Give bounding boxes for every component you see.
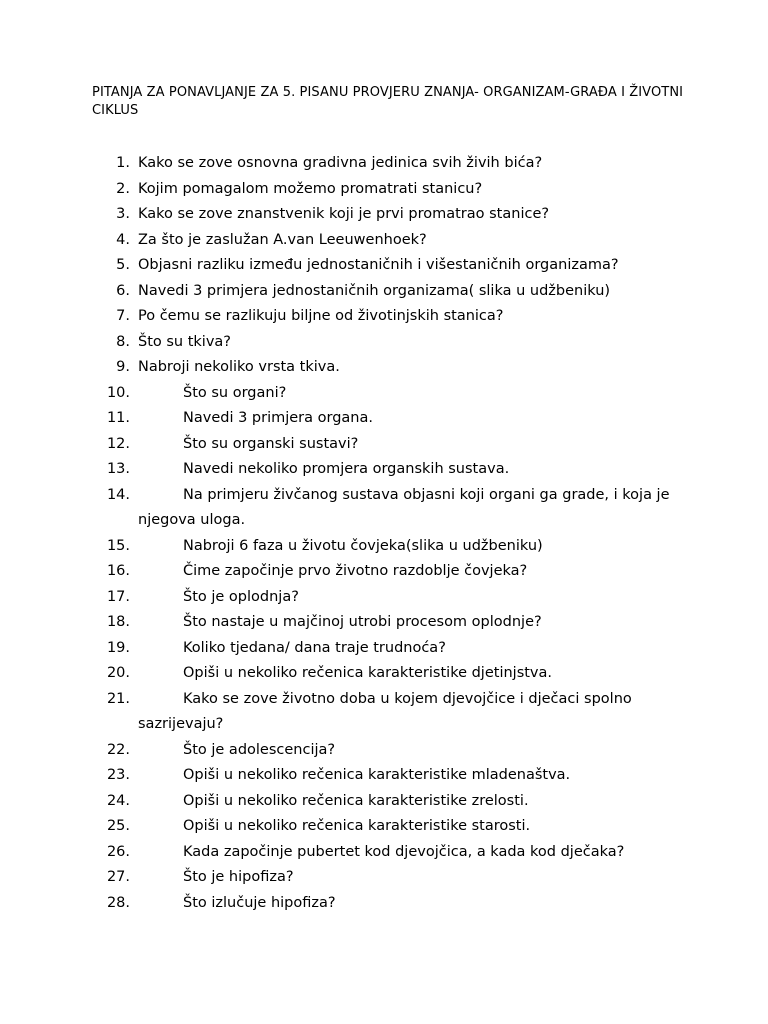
question-number: 2.: [116, 180, 130, 197]
question-text: Opiši u nekoliko rečenica karakteristike zrelosti.: [183, 792, 529, 809]
question-text: Što je adolescencija?: [183, 741, 336, 758]
question-text: Kako se zove znanstvenik koji je prvi promatrao stanice?: [138, 206, 550, 222]
question-text: Nabroji nekoliko vrsta tkiva.: [138, 359, 340, 375]
question-number: 17.: [106, 588, 130, 605]
question-item: [0, 330, 768, 356]
question-number: 16.: [106, 563, 130, 579]
question-item: [0, 891, 768, 917]
question-number: 13.: [106, 461, 130, 477]
question-item: [0, 840, 768, 866]
question-number: 20.: [106, 665, 130, 681]
question-number: 7.: [116, 308, 130, 324]
question-text: Na primjeru živčanog sustava objasni koji organi ga grade, i koja je njegova uloga.: [138, 486, 670, 528]
question-text: Koliko tjedana/ dana traje trudnoća?: [183, 639, 446, 656]
question-list: [0, 151, 768, 916]
question-item: [0, 228, 768, 254]
question-text: Opiši u nekoliko rečenica karakteristike djetinjstva.: [183, 665, 553, 681]
question-number: 1.: [116, 155, 130, 171]
question-number: 25.: [106, 818, 130, 834]
question-number: 21.: [106, 690, 130, 707]
question-number: 8.: [116, 333, 130, 350]
question-item: [0, 279, 768, 305]
question-text: Kojim pomagalom možemo promatrati stanicu?: [138, 180, 483, 197]
question-text: Objasni razliku između jednostaničnih i višestaničnih organizama?: [138, 257, 619, 273]
question-text: Kako se zove osnovna gradivna jedinica svih živih bića?: [138, 155, 543, 171]
question-item: [0, 534, 768, 560]
question-item: [0, 814, 768, 840]
question-number: 15.: [106, 537, 130, 554]
question-item: [0, 738, 768, 764]
question-item: [0, 202, 768, 228]
question-number: 10.: [106, 384, 130, 401]
question-text: Što je hipofiza?: [183, 869, 294, 885]
question-text: Što je oplodnja?: [183, 588, 299, 605]
question-item: [0, 381, 768, 407]
question-item: [0, 304, 768, 330]
question-item: [0, 865, 768, 891]
question-number: 5.: [116, 257, 130, 273]
question-text: Navedi 3 primjera organa.: [183, 410, 373, 426]
question-item: [0, 636, 768, 662]
question-text: Čime započinje prvo životno razdoblje čovjeka?: [183, 563, 528, 579]
question-number: 27.: [106, 869, 130, 885]
page-title: PITANJA ZA PONAVLJANJE ZA 5. PISANU PROVJERU ZNANJA- ORGANIZAM-GRAĐA I ŽIVOTNI CIKLUS: [92, 85, 684, 118]
question-number: 11.: [106, 410, 130, 426]
question-text: Navedi nekoliko promjera organskih sustava.: [183, 461, 510, 477]
question-text: Po čemu se razlikuju biljne od životinjskih stanica?: [138, 308, 504, 324]
question-text: Što su organski sustavi?: [183, 435, 359, 452]
question-number: 28.: [106, 894, 130, 911]
question-text: Što izlučuje hipofiza?: [183, 894, 336, 911]
question-item: [0, 610, 768, 636]
question-text: Kako se zove životno doba u kojem djevojčice i dječaci spolno sazrijevaju?: [138, 690, 632, 732]
question-text: Opiši u nekoliko rečenica karakteristike starosti.: [183, 818, 531, 834]
question-number: 22.: [106, 741, 130, 758]
question-number: 26.: [106, 843, 130, 860]
question-item: [0, 253, 768, 279]
question-text: Što nastaje u majčinoj utrobi procesom oplodnje?: [183, 614, 542, 630]
question-text: Opiši u nekoliko rečenica karakteristike mladenaštva.: [183, 767, 571, 783]
question-item: [0, 661, 768, 687]
question-item: [0, 151, 768, 177]
question-item: [0, 483, 768, 534]
question-item: [0, 177, 768, 203]
question-number: 23.: [106, 767, 130, 783]
question-item: [0, 585, 768, 611]
question-number: 4.: [116, 231, 130, 248]
question-number: 3.: [116, 206, 130, 222]
question-number: 24.: [106, 792, 130, 809]
question-number: 12.: [106, 435, 130, 452]
question-item: [0, 763, 768, 789]
question-number: 19.: [106, 639, 130, 656]
question-text: Kada započinje pubertet kod djevojčica, a kada kod dječaka?: [183, 843, 625, 860]
question-text: Nabroji 6 faza u životu čovjeka(slika u udžbeniku): [183, 537, 543, 554]
question-number: 6.: [116, 282, 130, 299]
question-text: Što su tkiva?: [138, 333, 231, 350]
question-number: 18.: [106, 614, 130, 630]
question-item: [0, 355, 768, 381]
question-item: [0, 406, 768, 432]
question-text: Što su organi?: [183, 384, 287, 401]
question-text: Navedi 3 primjera jednostaničnih organizama( slika u udžbeniku): [138, 282, 611, 299]
question-item: [0, 432, 768, 458]
question-number: 14.: [106, 486, 130, 503]
question-text: Za što je zaslužan A.van Leeuwenhoek?: [138, 231, 427, 248]
question-item: [0, 687, 768, 738]
question-number: 9.: [116, 359, 130, 375]
question-item: [0, 789, 768, 815]
question-item: [0, 559, 768, 585]
question-item: [0, 457, 768, 483]
